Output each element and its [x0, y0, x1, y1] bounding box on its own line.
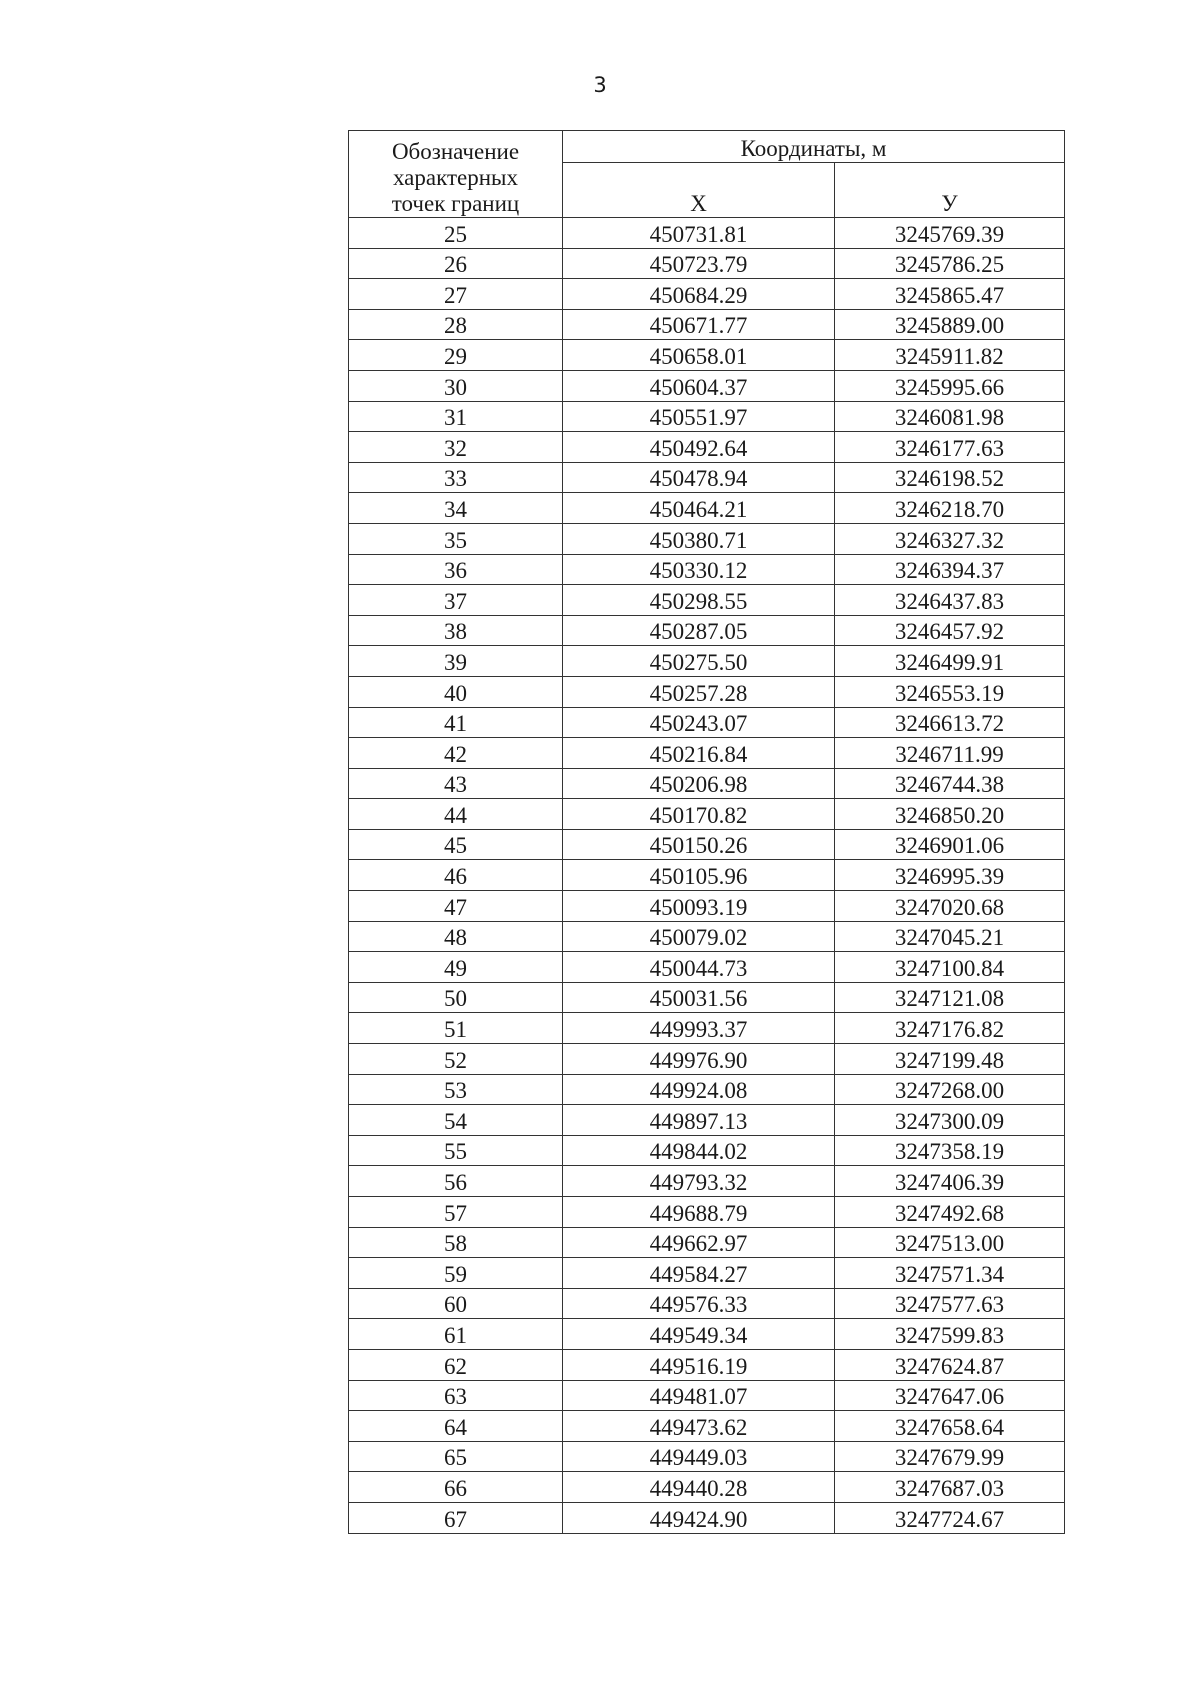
x-coordinate-cell: 450492.64	[563, 432, 835, 463]
point-number-cell: 49	[349, 952, 563, 983]
x-column-header: Х	[563, 163, 835, 218]
y-coordinate-cell: 3247647.06	[835, 1380, 1065, 1411]
y-coordinate-cell: 3246995.39	[835, 860, 1065, 891]
y-coordinate-cell: 3246711.99	[835, 738, 1065, 769]
y-coordinate-cell: 3246198.52	[835, 462, 1065, 493]
y-coordinate-cell: 3247358.19	[835, 1135, 1065, 1166]
table-row	[349, 799, 1065, 830]
table-row	[349, 891, 1065, 922]
point-number-cell: 37	[349, 585, 563, 616]
x-coordinate-cell: 450275.50	[563, 646, 835, 677]
table-row	[349, 1258, 1065, 1289]
y-coordinate-cell: 3246850.20	[835, 799, 1065, 830]
y-coordinate-cell: 3247577.63	[835, 1288, 1065, 1319]
x-coordinate-cell: 450464.21	[563, 493, 835, 524]
point-number-cell: 26	[349, 248, 563, 279]
y-coordinate-cell: 3245911.82	[835, 340, 1065, 371]
x-coordinate-cell: 449481.07	[563, 1380, 835, 1411]
table-row	[349, 1472, 1065, 1503]
point-number-cell: 55	[349, 1135, 563, 1166]
x-coordinate-cell: 449793.32	[563, 1166, 835, 1197]
y-coordinate-cell: 3247571.34	[835, 1258, 1065, 1289]
x-coordinate-cell: 450257.28	[563, 676, 835, 707]
x-coordinate-cell: 450380.71	[563, 523, 835, 554]
x-coordinate-cell: 450478.94	[563, 462, 835, 493]
y-coordinate-cell: 3245769.39	[835, 218, 1065, 249]
y-coordinate-cell: 3246327.32	[835, 523, 1065, 554]
x-coordinate-cell: 449424.90	[563, 1502, 835, 1533]
y-coordinate-cell: 3246901.06	[835, 829, 1065, 860]
table-row	[349, 1502, 1065, 1533]
table-row	[349, 1074, 1065, 1105]
coordinates-table	[348, 130, 1065, 1534]
x-coordinate-cell: 449993.37	[563, 1013, 835, 1044]
x-coordinate-cell: 450658.01	[563, 340, 835, 371]
x-coordinate-cell: 449576.33	[563, 1288, 835, 1319]
y-coordinate-cell: 3247100.84	[835, 952, 1065, 983]
x-coordinate-cell: 449473.62	[563, 1411, 835, 1442]
y-coordinate-cell: 3247658.64	[835, 1411, 1065, 1442]
point-number-cell: 35	[349, 523, 563, 554]
x-coordinate-cell: 450298.55	[563, 585, 835, 616]
x-coordinate-cell: 449662.97	[563, 1227, 835, 1258]
table-row	[349, 1349, 1065, 1380]
point-number-cell: 60	[349, 1288, 563, 1319]
y-coordinate-cell: 3247687.03	[835, 1472, 1065, 1503]
table-row	[349, 370, 1065, 401]
table-row	[349, 218, 1065, 249]
table-body	[349, 218, 1065, 1534]
table-row	[349, 829, 1065, 860]
y-column-header: У	[835, 163, 1065, 218]
point-number-cell: 40	[349, 676, 563, 707]
x-coordinate-cell: 450330.12	[563, 554, 835, 585]
y-coordinate-cell: 3247406.39	[835, 1166, 1065, 1197]
point-number-cell: 53	[349, 1074, 563, 1105]
y-coordinate-cell: 3246437.83	[835, 585, 1065, 616]
point-number-cell: 38	[349, 615, 563, 646]
x-coordinate-cell: 450031.56	[563, 982, 835, 1013]
y-coordinate-cell: 3246553.19	[835, 676, 1065, 707]
x-coordinate-cell: 450044.73	[563, 952, 835, 983]
table-row	[349, 248, 1065, 279]
point-number-cell: 52	[349, 1044, 563, 1075]
y-coordinate-cell: 3247679.99	[835, 1441, 1065, 1472]
table-row	[349, 1288, 1065, 1319]
x-coordinate-cell: 450105.96	[563, 860, 835, 891]
table-row	[349, 279, 1065, 310]
table-row	[349, 554, 1065, 585]
point-number-cell: 25	[349, 218, 563, 249]
point-number-cell: 46	[349, 860, 563, 891]
y-coordinate-cell: 3247020.68	[835, 891, 1065, 922]
x-coordinate-cell: 449844.02	[563, 1135, 835, 1166]
x-coordinate-cell: 450551.97	[563, 401, 835, 432]
table-row	[349, 309, 1065, 340]
table-row	[349, 1135, 1065, 1166]
x-coordinate-cell: 450287.05	[563, 615, 835, 646]
point-number-cell: 29	[349, 340, 563, 371]
y-coordinate-cell: 3246457.92	[835, 615, 1065, 646]
y-coordinate-cell: 3246394.37	[835, 554, 1065, 585]
table-row	[349, 340, 1065, 371]
coordinates-header: Координаты, м	[563, 131, 1065, 163]
point-number-cell: 45	[349, 829, 563, 860]
table-row	[349, 432, 1065, 463]
y-coordinate-cell: 3246744.38	[835, 768, 1065, 799]
point-designation-header	[349, 131, 563, 218]
y-coordinate-cell: 3245889.00	[835, 309, 1065, 340]
table-row	[349, 952, 1065, 983]
point-number-cell: 65	[349, 1441, 563, 1472]
point-number-cell: 30	[349, 370, 563, 401]
page-number: 3	[593, 73, 607, 97]
point-number-cell: 42	[349, 738, 563, 769]
point-number-cell: 36	[349, 554, 563, 585]
y-coordinate-cell: 3245995.66	[835, 370, 1065, 401]
y-coordinate-cell: 3247492.68	[835, 1197, 1065, 1228]
x-coordinate-cell: 450723.79	[563, 248, 835, 279]
x-coordinate-cell: 450093.19	[563, 891, 835, 922]
point-header-line-2: характерных	[392, 165, 518, 190]
x-coordinate-cell: 450604.37	[563, 370, 835, 401]
x-coordinate-cell: 450731.81	[563, 218, 835, 249]
x-coordinate-cell: 450684.29	[563, 279, 835, 310]
table-row	[349, 462, 1065, 493]
point-number-cell: 47	[349, 891, 563, 922]
x-coordinate-cell: 450216.84	[563, 738, 835, 769]
y-coordinate-cell: 3245865.47	[835, 279, 1065, 310]
table-row	[349, 523, 1065, 554]
point-number-cell: 33	[349, 462, 563, 493]
table-row	[349, 615, 1065, 646]
x-coordinate-cell: 449924.08	[563, 1074, 835, 1105]
y-coordinate-cell: 3246081.98	[835, 401, 1065, 432]
point-number-cell: 57	[349, 1197, 563, 1228]
point-number-cell: 44	[349, 799, 563, 830]
x-coordinate-cell: 449584.27	[563, 1258, 835, 1289]
table-row	[349, 585, 1065, 616]
table-row	[349, 1166, 1065, 1197]
x-coordinate-cell: 449688.79	[563, 1197, 835, 1228]
table-row	[349, 738, 1065, 769]
table-row	[349, 1411, 1065, 1442]
point-header-line-3: точек границ	[391, 191, 520, 216]
table-row	[349, 1441, 1065, 1472]
x-coordinate-cell: 450170.82	[563, 799, 835, 830]
point-number-cell: 67	[349, 1502, 563, 1533]
y-coordinate-cell: 3247121.08	[835, 982, 1065, 1013]
x-coordinate-cell: 449549.34	[563, 1319, 835, 1350]
table-row	[349, 1227, 1065, 1258]
point-number-cell: 39	[349, 646, 563, 677]
point-number-cell: 34	[349, 493, 563, 524]
x-coordinate-cell: 449976.90	[563, 1044, 835, 1075]
x-coordinate-cell: 449440.28	[563, 1472, 835, 1503]
y-coordinate-cell: 3247199.48	[835, 1044, 1065, 1075]
table-row	[349, 860, 1065, 891]
point-number-cell: 54	[349, 1105, 563, 1136]
point-number-cell: 58	[349, 1227, 563, 1258]
point-number-cell: 62	[349, 1349, 563, 1380]
y-coordinate-cell: 3247268.00	[835, 1074, 1065, 1105]
point-number-cell: 59	[349, 1258, 563, 1289]
table-row	[349, 1380, 1065, 1411]
y-coordinate-cell: 3247513.00	[835, 1227, 1065, 1258]
y-coordinate-cell: 3247300.09	[835, 1105, 1065, 1136]
point-number-cell: 51	[349, 1013, 563, 1044]
point-number-cell: 50	[349, 982, 563, 1013]
point-header-line-1: Обозначение	[391, 139, 520, 164]
x-coordinate-cell: 449449.03	[563, 1441, 835, 1472]
y-coordinate-cell: 3246177.63	[835, 432, 1065, 463]
point-number-cell: 64	[349, 1411, 563, 1442]
y-coordinate-cell: 3247045.21	[835, 921, 1065, 952]
point-number-cell: 32	[349, 432, 563, 463]
y-coordinate-cell: 3247176.82	[835, 1013, 1065, 1044]
table-row	[349, 1013, 1065, 1044]
x-coordinate-cell: 450671.77	[563, 309, 835, 340]
table-row	[349, 493, 1065, 524]
point-number-cell: 27	[349, 279, 563, 310]
point-number-cell: 28	[349, 309, 563, 340]
x-coordinate-cell: 450079.02	[563, 921, 835, 952]
table-row	[349, 1105, 1065, 1136]
point-number-cell: 31	[349, 401, 563, 432]
table-row	[349, 646, 1065, 677]
table-row	[349, 982, 1065, 1013]
table-row	[349, 1044, 1065, 1075]
point-number-cell: 43	[349, 768, 563, 799]
y-coordinate-cell: 3245786.25	[835, 248, 1065, 279]
table-row	[349, 1197, 1065, 1228]
point-number-cell: 48	[349, 921, 563, 952]
y-coordinate-cell: 3246218.70	[835, 493, 1065, 524]
x-coordinate-cell: 450150.26	[563, 829, 835, 860]
point-number-cell: 63	[349, 1380, 563, 1411]
y-coordinate-cell: 3247724.67	[835, 1502, 1065, 1533]
table-row	[349, 707, 1065, 738]
x-coordinate-cell: 449516.19	[563, 1349, 835, 1380]
y-coordinate-cell: 3246499.91	[835, 646, 1065, 677]
x-coordinate-cell: 449897.13	[563, 1105, 835, 1136]
y-coordinate-cell: 3247624.87	[835, 1349, 1065, 1380]
point-number-cell: 66	[349, 1472, 563, 1503]
y-coordinate-cell: 3247599.83	[835, 1319, 1065, 1350]
table-row	[349, 768, 1065, 799]
table-row	[349, 921, 1065, 952]
table-row	[349, 676, 1065, 707]
x-coordinate-cell: 450206.98	[563, 768, 835, 799]
y-coordinate-cell: 3246613.72	[835, 707, 1065, 738]
point-number-cell: 56	[349, 1166, 563, 1197]
table-row	[349, 401, 1065, 432]
x-coordinate-cell: 450243.07	[563, 707, 835, 738]
point-number-cell: 41	[349, 707, 563, 738]
point-number-cell: 61	[349, 1319, 563, 1350]
table-row	[349, 1319, 1065, 1350]
table-header	[349, 131, 1065, 218]
